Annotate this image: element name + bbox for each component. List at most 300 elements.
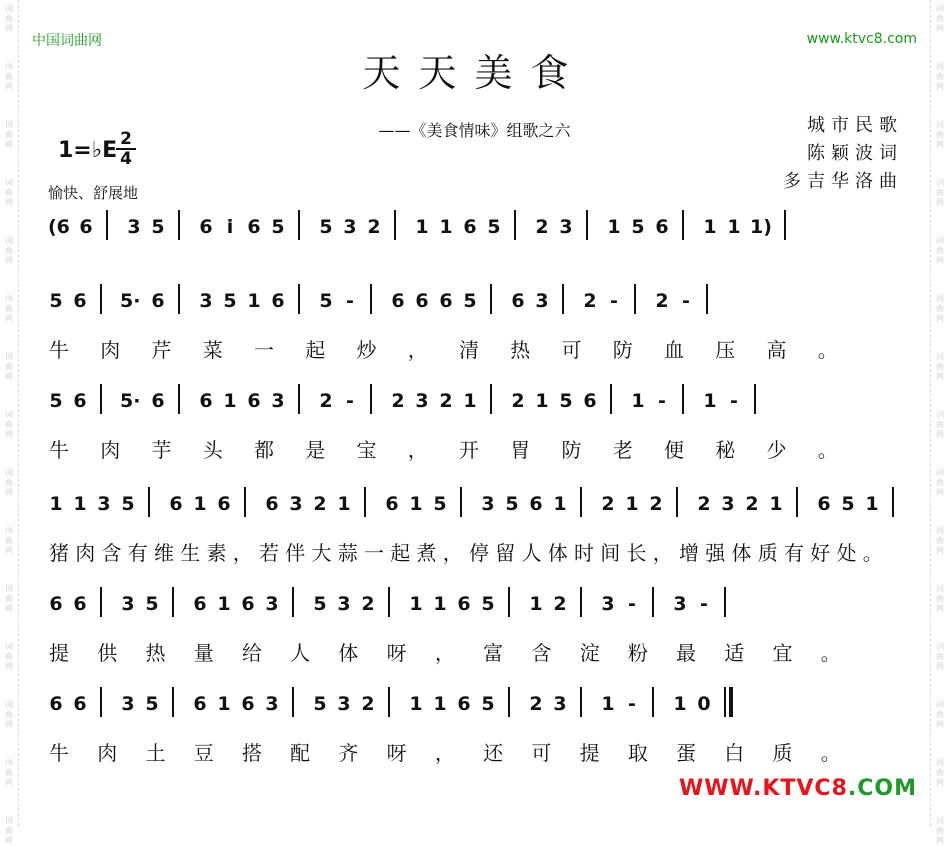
footer-logo	[679, 776, 917, 801]
note: 1	[625, 493, 639, 515]
note: -	[346, 290, 354, 312]
lyric-char: 配	[290, 741, 311, 765]
bar-line	[586, 210, 588, 240]
lyric-char: 白	[724, 741, 745, 765]
note: 2	[553, 593, 567, 615]
side-watermark-text: 词 曲 网	[936, 526, 944, 555]
lyric-char: 还	[483, 741, 504, 765]
lyric-char: 压	[715, 338, 736, 362]
note: -	[346, 390, 354, 412]
side-watermark-text: 词 曲 网	[936, 120, 944, 149]
lyric-char: 起	[390, 541, 411, 565]
note: 5	[271, 216, 285, 238]
lyric-char: 齐	[338, 741, 359, 765]
note: 2	[583, 290, 597, 312]
note: 2	[391, 390, 405, 412]
note: 6	[457, 593, 471, 615]
time-signature	[116, 130, 136, 168]
note: 1	[439, 216, 453, 238]
bar-line	[652, 687, 654, 717]
lyric-char: 菜	[202, 338, 223, 362]
note: 1	[769, 493, 783, 515]
note: 1	[463, 390, 477, 412]
lyric-char: 肉	[100, 438, 121, 462]
lyric-char: 宝	[356, 438, 377, 462]
bar-line	[388, 687, 390, 717]
lyric-char: 是	[305, 438, 326, 462]
lyric-char: 生	[180, 541, 201, 565]
note: 5	[49, 390, 63, 412]
lyric-char: 血	[664, 338, 684, 362]
credit-line-1: 城市民歌	[807, 115, 903, 136]
note: 1	[409, 693, 423, 715]
note: 6	[73, 290, 87, 312]
lyric-char: 好	[810, 541, 831, 565]
lyric-char: 量	[193, 641, 214, 665]
note: 5	[319, 216, 333, 238]
lyric-char: ，	[407, 438, 428, 462]
note: 3	[271, 390, 285, 412]
note: 2	[439, 390, 453, 412]
note: 5·	[120, 390, 141, 412]
note: 2	[655, 290, 669, 312]
lyric-char: 一	[254, 338, 274, 362]
note: 3	[721, 493, 735, 515]
note: 1	[601, 693, 615, 715]
lyric-char: 老	[612, 438, 633, 462]
side-watermark-text: 词 曲 网	[936, 816, 944, 845]
side-watermark-text: 词 曲 网	[936, 62, 944, 91]
side-watermark-text: 词 曲 网	[936, 294, 944, 323]
lyric-char: 含	[101, 541, 122, 565]
lyric-char: 可	[561, 338, 582, 362]
lyric-char: 有	[784, 541, 804, 565]
lyric-char: 防	[612, 338, 633, 362]
note: 6	[457, 693, 471, 715]
side-watermark-text: 词 曲 网	[5, 410, 13, 439]
bar-line	[178, 384, 180, 414]
lyric-char: 若	[259, 541, 279, 565]
bar-line	[178, 284, 180, 314]
side-watermark-text: 词 曲 网	[5, 4, 13, 33]
lyric-char: 取	[627, 741, 648, 765]
bar-line	[148, 487, 150, 517]
bar-line	[610, 384, 612, 414]
lyric-char: 有	[127, 541, 148, 565]
note: 6	[241, 593, 255, 615]
note: 5	[313, 593, 327, 615]
note: 6	[49, 693, 63, 715]
side-watermark-text: 词 曲 网	[5, 700, 13, 729]
lyric-char: ，	[434, 641, 455, 665]
bar-line	[388, 587, 390, 617]
note: 1	[727, 216, 741, 238]
side-watermark-text: 词 曲 网	[936, 236, 944, 265]
bar-line	[100, 687, 102, 717]
note: 1	[223, 390, 237, 412]
note: 6	[511, 290, 525, 312]
bar-line	[370, 284, 372, 314]
lyric-char: 。	[817, 338, 838, 362]
note: 1	[865, 493, 879, 515]
lyric-char: ，	[434, 741, 455, 765]
lyric-char: 质	[772, 741, 793, 765]
note: 5	[313, 693, 327, 715]
side-watermark-text: 词 曲 网	[5, 526, 13, 555]
note: 3	[559, 216, 573, 238]
note: 6	[193, 593, 207, 615]
lyric-char: 豆	[193, 741, 214, 765]
note: 1	[49, 493, 63, 515]
note: -	[628, 593, 636, 615]
note: 6	[79, 216, 93, 238]
note: 6	[49, 593, 63, 615]
lyric-char: 牛	[49, 438, 69, 462]
note: 5	[121, 493, 135, 515]
lyric-char: 伴	[285, 541, 306, 565]
note: 2	[745, 493, 759, 515]
bar-line	[172, 687, 174, 717]
note: -	[610, 290, 618, 312]
note: 1	[433, 593, 447, 615]
note: 2	[529, 693, 543, 715]
note: 6	[391, 290, 405, 312]
bar-line	[292, 687, 294, 717]
note: 6	[271, 290, 285, 312]
note: 6	[385, 493, 399, 515]
bar-line	[364, 487, 366, 517]
side-watermark-text: 词 曲 网	[936, 410, 944, 439]
note: 6	[73, 693, 87, 715]
note: (6	[48, 216, 70, 238]
note: 6	[73, 390, 87, 412]
lyric-char: 。	[820, 741, 841, 765]
site-url-right[interactable]: www.ktvc8.com	[806, 31, 917, 47]
note: 2	[697, 493, 711, 515]
note: -	[730, 390, 738, 412]
side-watermark-text: 词 曲 网	[936, 584, 944, 613]
lyric-char: 长	[626, 541, 647, 565]
bar-line	[724, 587, 726, 617]
note: 1	[529, 593, 543, 615]
note: 3	[481, 493, 495, 515]
bar-line	[580, 687, 582, 717]
bar-line	[514, 210, 516, 240]
note: 6	[193, 693, 207, 715]
side-watermark-text: 词 曲 网	[936, 758, 944, 787]
note: -	[682, 290, 690, 312]
note: 5	[481, 593, 495, 615]
note: 1	[703, 216, 717, 238]
bar-line	[724, 687, 726, 717]
note: 6	[199, 390, 213, 412]
side-watermark-text: 词 曲 网	[936, 468, 944, 497]
lyric-char: 大	[311, 541, 332, 565]
note: 1	[703, 390, 717, 412]
side-watermark-text: 词 曲 网	[5, 468, 13, 497]
lyric-char: 宜	[772, 641, 793, 665]
lyric-char: 起	[305, 338, 326, 362]
note: 1	[193, 493, 207, 515]
lyric-char: 煮	[416, 541, 437, 565]
lyric-char: ，	[442, 541, 463, 565]
lyric-char: 可	[531, 741, 552, 765]
bar-line	[652, 587, 654, 617]
note: 1	[535, 390, 549, 412]
side-watermark-text: 词 曲 网	[5, 120, 13, 149]
bar-line	[754, 384, 756, 414]
note: 5	[505, 493, 519, 515]
bar-line	[298, 210, 300, 240]
note: 1	[73, 493, 87, 515]
lyric-char: 处	[836, 541, 857, 565]
bar-line	[244, 487, 246, 517]
lyric-char: 热	[510, 338, 531, 362]
note: 2	[535, 216, 549, 238]
note: 6	[247, 216, 261, 238]
note: 5	[145, 593, 159, 615]
note: 1	[553, 493, 567, 515]
side-watermark-text: 词 曲 网	[5, 178, 13, 207]
note: 6	[817, 493, 831, 515]
note: 2	[511, 390, 525, 412]
lyric-char: 最	[676, 641, 697, 665]
lyric-char: 粉	[627, 641, 648, 665]
note: 6	[583, 390, 597, 412]
bar-line	[706, 284, 708, 314]
note: 6	[169, 493, 183, 515]
lyric-char: 。	[820, 641, 841, 665]
side-watermark-text: 词 曲 网	[936, 178, 944, 207]
note: 1	[673, 693, 687, 715]
side-watermark-text: 词 曲 网	[936, 352, 944, 381]
bar-line	[298, 384, 300, 414]
lyric-char: 芹	[151, 338, 172, 362]
lyric-char: 猪	[49, 541, 69, 565]
bar-line	[892, 487, 894, 517]
note: 1	[607, 216, 621, 238]
lyric-char: 含	[531, 641, 552, 665]
note: 5	[841, 493, 855, 515]
lyric-char: 呀	[386, 641, 407, 665]
note: -	[658, 390, 666, 412]
lyric-char: 肉	[100, 338, 121, 362]
note: 5	[481, 693, 495, 715]
note: 2	[649, 493, 663, 515]
bar-line	[508, 587, 510, 617]
lyric-char: 间	[600, 541, 621, 565]
note: 6	[265, 493, 279, 515]
lyric-char: 牛	[49, 741, 69, 765]
bar-line	[298, 284, 300, 314]
lyric-char: 体	[731, 541, 752, 565]
note: 3	[673, 593, 687, 615]
note: 2	[361, 693, 375, 715]
footer-logo-part1: WWW.KTVC8	[678, 776, 848, 801]
note: -	[628, 693, 636, 715]
bar-line	[562, 284, 564, 314]
note: 6	[529, 493, 543, 515]
lyric-char: 高	[766, 338, 787, 362]
bar-line	[178, 210, 180, 240]
note: 1	[247, 290, 261, 312]
credits	[783, 112, 903, 196]
bar-line	[634, 284, 636, 314]
lyric-char: 。	[817, 438, 838, 462]
time-top: 2	[120, 129, 132, 149]
lyric-char: 秘	[715, 438, 736, 462]
lyric-char: 质	[757, 541, 778, 565]
note: 1	[217, 693, 231, 715]
note: 1	[217, 593, 231, 615]
note: 5	[151, 216, 165, 238]
lyric-char: 热	[145, 641, 166, 665]
lyric-char: 肉	[97, 741, 118, 765]
side-watermark-text: 词 曲 网	[5, 816, 13, 845]
side-watermark-text: 词 曲 网	[936, 642, 944, 671]
side-watermark-text: 词 曲 网	[5, 294, 13, 323]
lyric-char: 蛋	[676, 741, 697, 765]
bar-line	[370, 384, 372, 414]
note: 3	[265, 593, 279, 615]
note: 3	[199, 290, 213, 312]
lyric-char: 维	[154, 541, 174, 565]
lyric-char: 少	[766, 438, 787, 462]
lyric-char: 人	[521, 541, 542, 565]
note: 1	[409, 493, 423, 515]
lyric-char: 呀	[386, 741, 407, 765]
bar-line	[682, 210, 684, 240]
bar-line	[460, 487, 462, 517]
note: 6	[247, 390, 261, 412]
note: i	[226, 216, 234, 238]
bar-line	[490, 284, 492, 314]
note: 5	[319, 290, 333, 312]
note: 2	[319, 390, 333, 412]
note: 3	[265, 693, 279, 715]
song-title: 天天美食	[362, 51, 587, 95]
note: 6	[415, 290, 429, 312]
lyric-char: 胃	[510, 438, 531, 462]
lyric-char: 清	[459, 338, 479, 362]
tempo-marking: 愉快、舒展地	[48, 184, 139, 202]
note: 5	[559, 390, 573, 412]
key-signature: 1=♭E	[58, 138, 118, 163]
side-watermark-text: 词 曲 网	[5, 62, 13, 91]
bar-line	[100, 384, 102, 414]
note: 1	[631, 390, 645, 412]
note: 1	[337, 493, 351, 515]
lyric-char: 人	[290, 641, 311, 665]
lyric-char: 体	[338, 641, 359, 665]
note: 6	[217, 493, 231, 515]
lyric-char: 停	[469, 541, 489, 565]
bar-line	[106, 210, 108, 240]
side-watermark-text: 词 曲 网	[5, 352, 13, 381]
side-watermark-text: 词 曲 网	[5, 584, 13, 613]
note: 3	[553, 693, 567, 715]
lyric-char: ，	[407, 338, 428, 362]
lyric-char: 提	[49, 641, 69, 665]
note: -	[700, 593, 708, 615]
note: 5·	[120, 290, 141, 312]
note: 6	[655, 216, 669, 238]
lyric-char: 便	[664, 438, 684, 462]
lyric-char: 增	[679, 541, 699, 565]
note: 3	[289, 493, 303, 515]
bar-line	[580, 587, 582, 617]
note: 5	[487, 216, 501, 238]
note: 3	[343, 216, 357, 238]
note: 6	[73, 593, 87, 615]
bar-line	[490, 384, 492, 414]
note: 6	[151, 290, 165, 312]
lyric-char: 炒	[356, 338, 377, 362]
note: 3	[121, 693, 135, 715]
lyric-char: 头	[202, 438, 223, 462]
note: 1	[433, 693, 447, 715]
note: 1)	[750, 216, 772, 238]
lyric-char: 牛	[49, 338, 69, 362]
bar-line	[394, 210, 396, 240]
bar-line	[580, 487, 582, 517]
final-bar	[729, 687, 733, 717]
lyric-char: 淀	[579, 641, 600, 665]
time-bottom: 4	[120, 149, 132, 169]
note: 3	[127, 216, 141, 238]
lyric-char: 提	[579, 741, 600, 765]
lyric-char: 蒜	[337, 541, 358, 565]
note: 2	[313, 493, 327, 515]
song-subtitle: ——《美食情味》组歌之六	[378, 121, 571, 140]
note: 2	[601, 493, 615, 515]
note: 3	[337, 693, 351, 715]
note: 5	[49, 290, 63, 312]
note: 1	[415, 216, 429, 238]
lyric-char: 肉	[75, 541, 96, 565]
side-watermark-text: 词 曲 网	[5, 758, 13, 787]
lyric-char: 开	[459, 438, 479, 462]
note: 3	[97, 493, 111, 515]
lyric-char: 富	[483, 641, 504, 665]
bar-line	[676, 487, 678, 517]
lyric-char: 搭	[241, 741, 262, 765]
side-watermark-text: 词 曲 网	[936, 4, 944, 33]
lyric-char: 素	[206, 541, 227, 565]
lyric-char: 一	[364, 541, 384, 565]
note: 6	[241, 693, 255, 715]
footer-logo-part2: .COM	[847, 776, 917, 801]
side-watermark-text: 词 曲 网	[5, 642, 13, 671]
lyric-char: ，	[232, 541, 253, 565]
note: 5	[631, 216, 645, 238]
lyric-char: 时	[574, 541, 594, 565]
note: 5	[463, 290, 477, 312]
credit-line-3: 多吉华洛曲	[783, 171, 903, 192]
note: 2	[367, 216, 381, 238]
note: 6	[151, 390, 165, 412]
lyric-char: 给	[241, 641, 262, 665]
lyric-char: 防	[561, 438, 582, 462]
side-watermark-text: 词 曲 网	[5, 236, 13, 265]
lyric-char: 供	[97, 641, 118, 665]
note: 1	[409, 593, 423, 615]
note: 6	[463, 216, 477, 238]
site-name-left[interactable]: 中国词曲网	[32, 33, 102, 49]
note: 3	[415, 390, 429, 412]
note: 5	[223, 290, 237, 312]
note: 3	[337, 593, 351, 615]
